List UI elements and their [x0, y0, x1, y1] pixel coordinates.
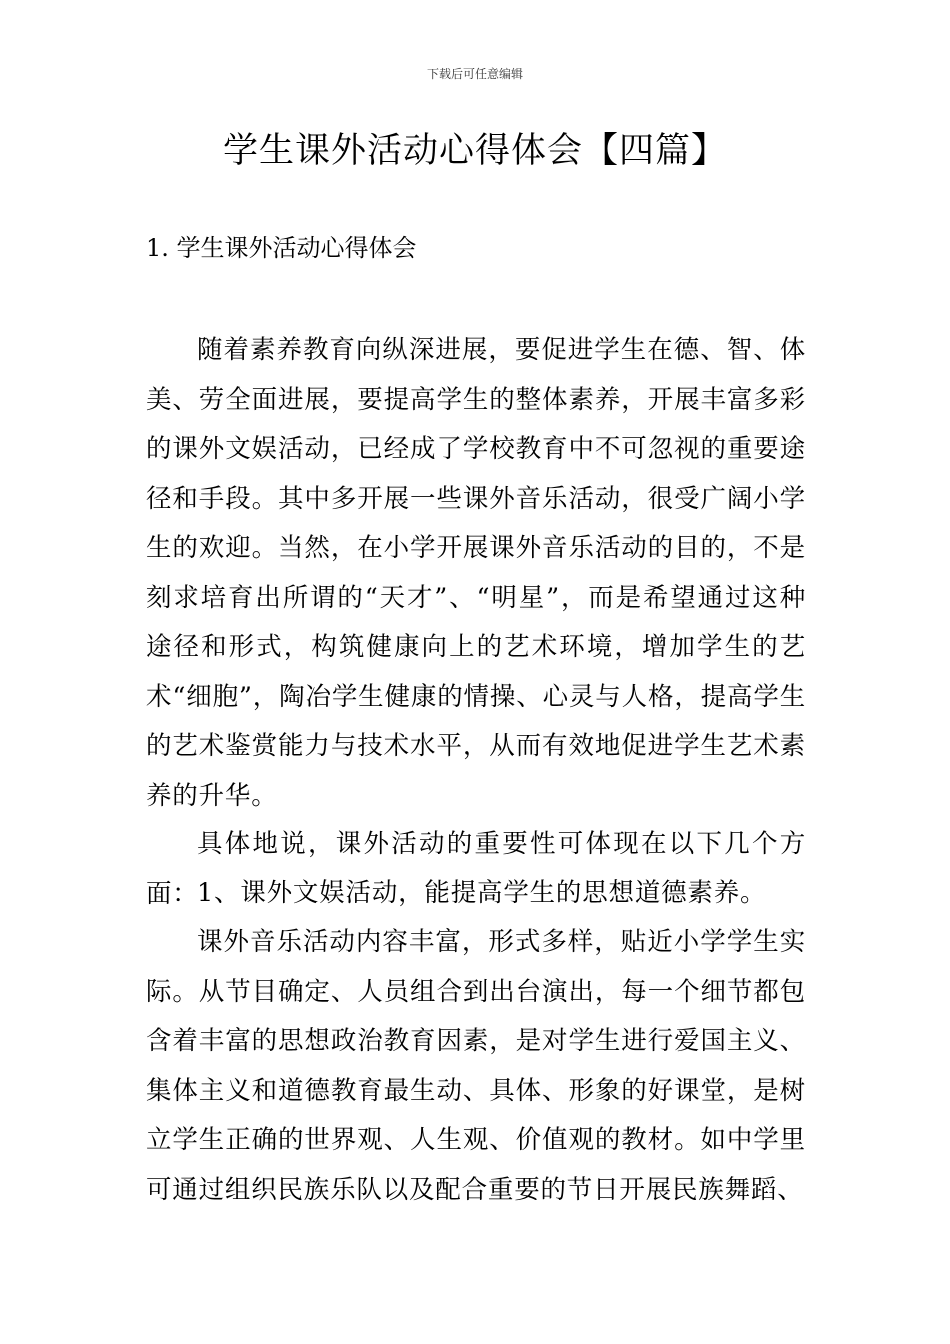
document-title: 学生课外活动心得体会【四篇】 — [222, 131, 727, 171]
body-paragraph: 具体地说，课外活动的重要性可体现在以下几个方面： — [146, 829, 806, 909]
body-paragraph: 随着素养教育向纵深进展，要促进学生在德、智、体美、劳全面进展，要提高学生的整体素养，开展丰富多彩的课外文娱活动，已经成了学校教育中不可忽视的重要途径和手段。其中多开展一些课外音乐活动，很受广阔小学生的欢迎。当然，在小学开展课外音乐活动的目的，不是刻求培育出所谓的“天才”、“明星”，而是希望通过这种途径和形式，构筑健康向上的艺术环境，增加学生的艺术“细胞”，陶冶学生健康的情操、心灵与人格，提高学生的艺术鉴赏能力与技术水平，从而有效地促进学生艺术素养的升华。 — [146, 335, 806, 811]
header-note: 下载后可任意编辑 — [426, 67, 523, 81]
body-paragraph: 1、课外文娱活动，能提高学生的思想道德素养。 — [197, 878, 767, 908]
body-paragraph: 课外音乐活动内容丰富，形式多样，贴近小学学生实际。从节目确定、人员组合到出台演出，每一个细节都包含着丰富的思想政治教育因素，是对学生进行爱国主义、集体主义和道德教育最生动、具体、形象的好课堂，是树立学生正确的世界观、人生观、价值观的教材。如中学里可通过组织民族乐队以及配合重要的节日开展民族舞蹈、 — [146, 927, 806, 1205]
section-heading: 1. 学生课外活动心得体会 — [146, 234, 417, 262]
